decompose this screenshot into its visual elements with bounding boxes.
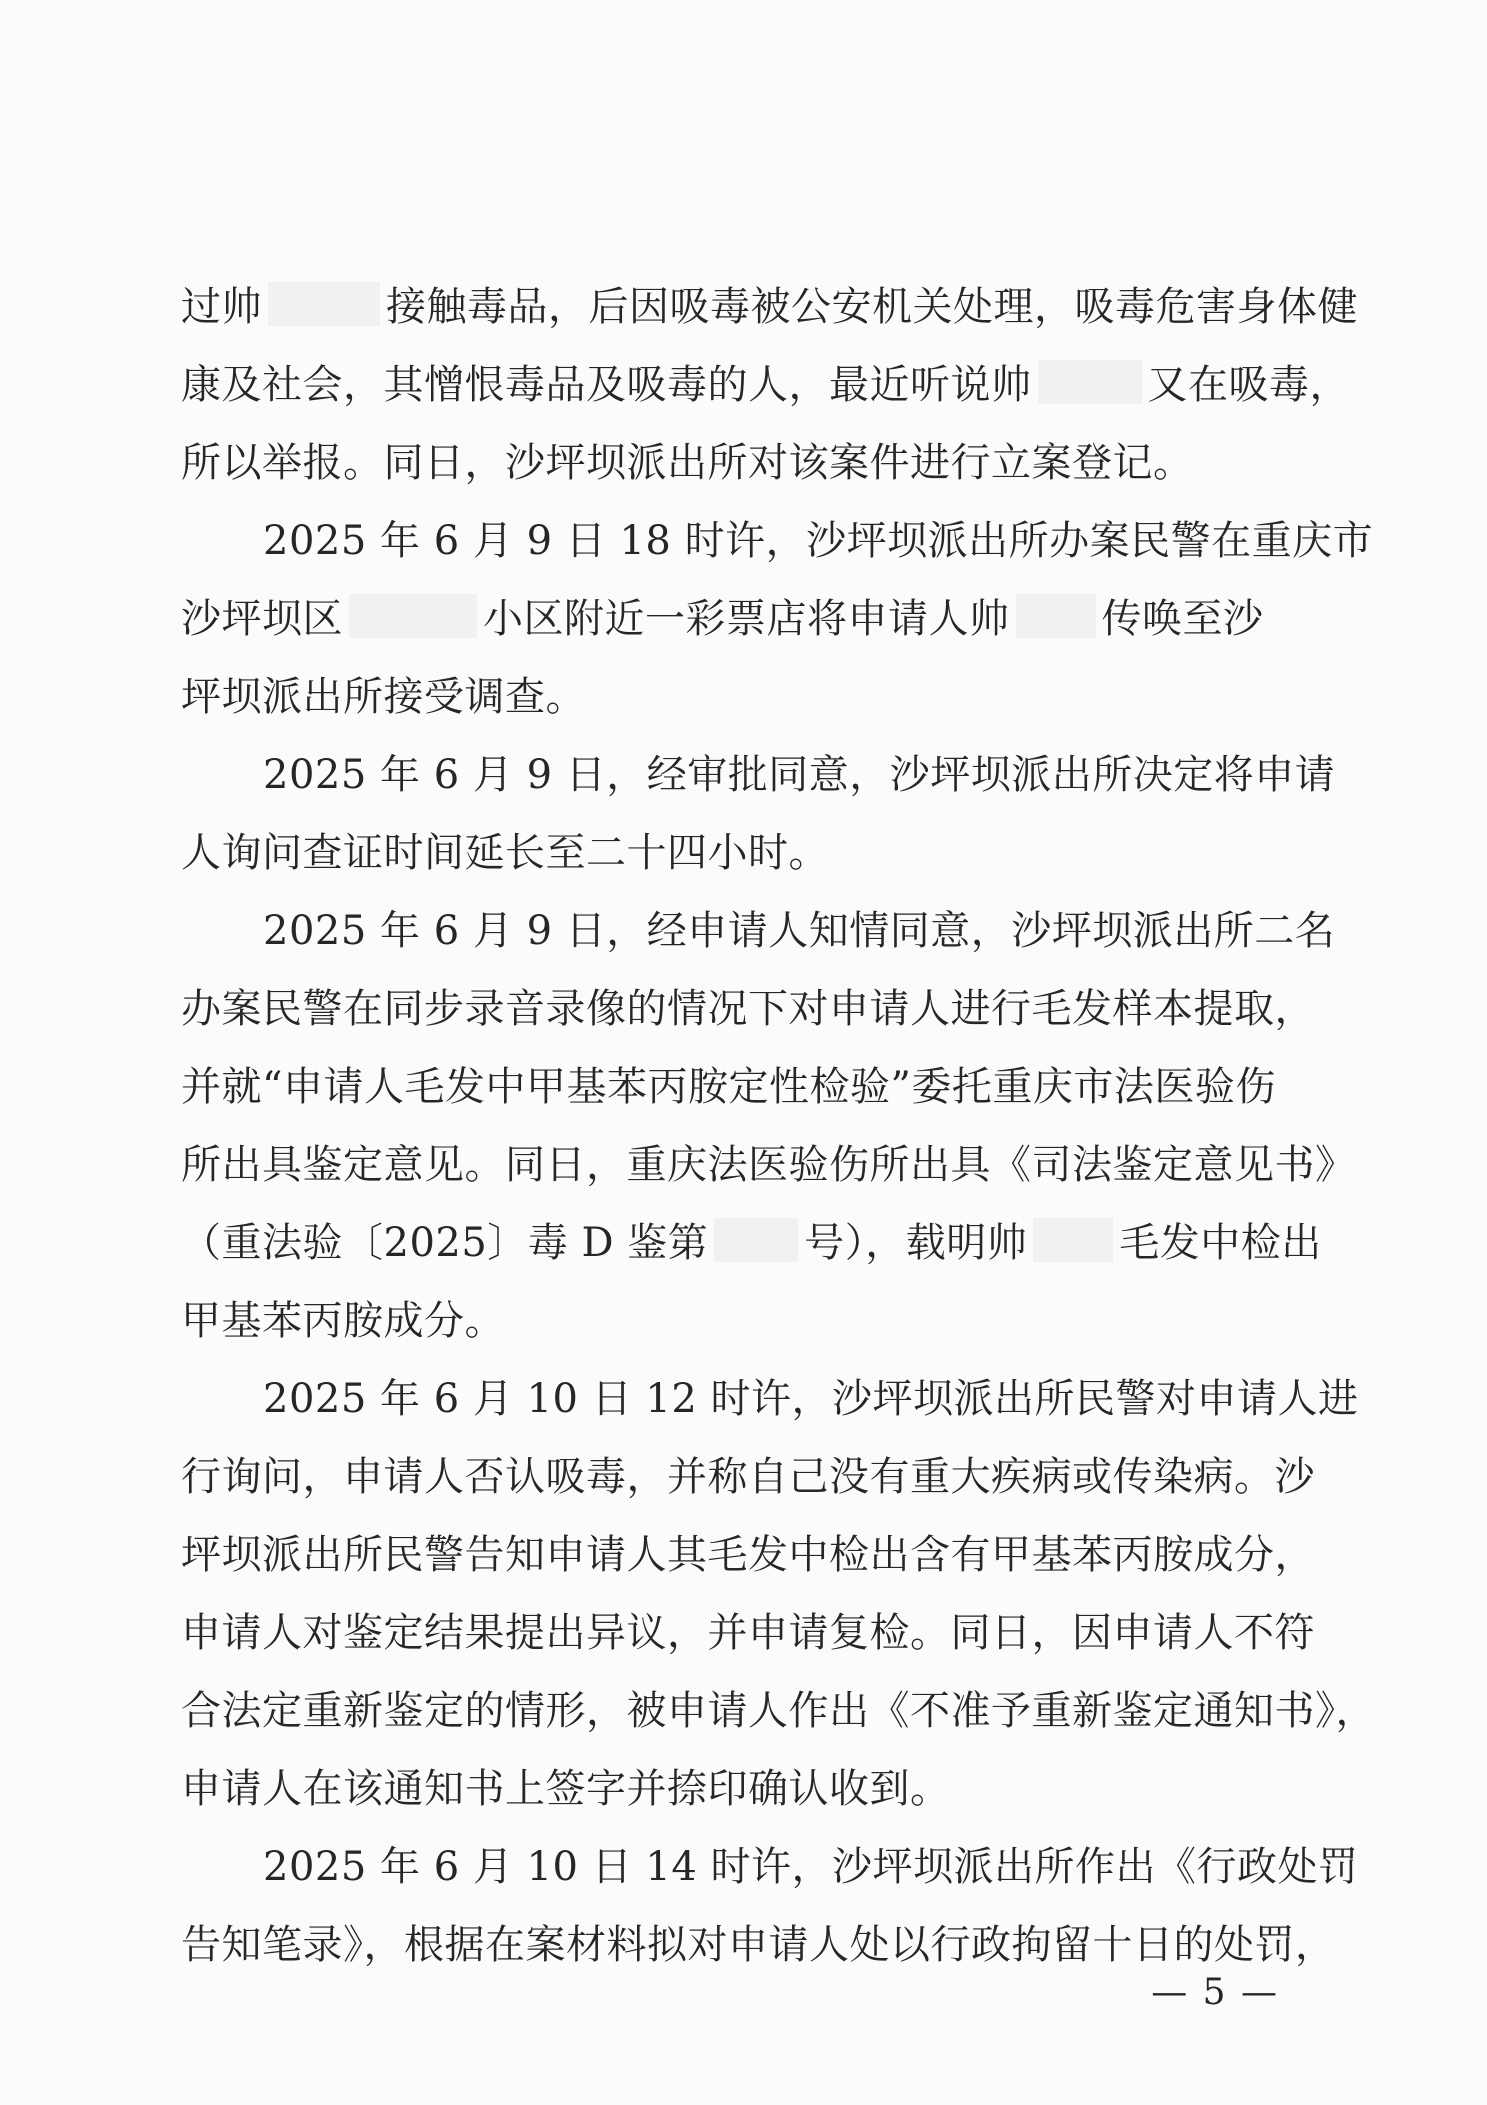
redaction-box [1016, 594, 1096, 638]
text-segment: 小区附近一彩票店将申请人帅 [483, 596, 1010, 642]
text-line: 申请人对鉴定结果提出异议，并申请复检。同日，因申请人不符 [181, 1610, 1315, 1656]
text-line: 2025 年 6 月 10 日 14 时许，沙坪坝派出所作出《行政处罚 [263, 1844, 1359, 1890]
text-line: 2025 年 6 月 9 日，经申请人知情同意，沙坪坝派出所二名 [263, 908, 1336, 954]
text-line: 坪坝派出所接受调查。 [181, 674, 586, 720]
text-line: 办案民警在同步录音录像的情况下对申请人进行毛发样本提取， [181, 986, 1315, 1032]
text-segment: 康及社会，其憎恨毒品及吸毒的人，最近听说帅 [181, 362, 1032, 408]
text-segment: 接触毒品，后因吸毒被公安机关处理，吸毒危害身体健 [386, 284, 1358, 330]
text-line [181, 268, 1358, 346]
text-line: 甲基苯丙胺成分。 [181, 1298, 505, 1344]
text-segment: 号），载明帅 [804, 1220, 1028, 1266]
text-line [181, 1204, 1322, 1282]
text-segment: 又在吸毒， [1147, 362, 1350, 408]
text-line: 人询问查证时间延长至二十四小时。 [181, 830, 829, 876]
text-line: 申请人在该通知书上签字并捺印确认收到。 [181, 1766, 951, 1812]
redaction-box [1038, 360, 1142, 404]
text-line: 告知笔录》，根据在案材料拟对申请人处以行政拘留十日的处罚， [181, 1922, 1336, 1968]
text-segment: 传唤至沙 [1101, 596, 1264, 642]
text-line: 2025 年 6 月 9 日 18 时许，沙坪坝派出所办案民警在重庆市 [263, 518, 1374, 564]
text-line: 所以举报。同日，沙坪坝派出所对该案件进行立案登记。 [181, 440, 1194, 486]
text-line: 合法定重新鉴定的情形，被申请人作出《不准予重新鉴定通知书》， [181, 1688, 1376, 1734]
redaction-box [714, 1218, 798, 1262]
redaction-box [1033, 1218, 1113, 1262]
text-line: 坪坝派出所民警告知申请人其毛发中检出含有甲基苯丙胺成分， [181, 1532, 1315, 1578]
text-line: 2025 年 6 月 9 日，经审批同意，沙坪坝派出所决定将申请 [263, 752, 1336, 798]
text-line: 行询问，申请人否认吸毒，并称自己没有重大疾病或传染病。沙 [181, 1454, 1315, 1500]
redaction-box [268, 282, 380, 326]
text-segment: 过帅 [181, 284, 262, 330]
text-line [181, 346, 1350, 424]
document-body [181, 268, 1376, 1984]
text-line: 并就“申请人毛发中甲基苯丙胺定性检验”委托重庆市法医验伤 [181, 1064, 1276, 1110]
text-segment: 沙坪坝区 [181, 596, 343, 642]
page-number: — 5 — [1151, 1972, 1279, 2013]
redaction-box [349, 594, 477, 638]
text-line: 所出具鉴定意见。同日，重庆法医验伤所出具《司法鉴定意见书》 [181, 1142, 1356, 1188]
text-segment: 毛发中检出 [1119, 1220, 1322, 1266]
text-segment: （重法验〔2025〕毒 D 鉴第 [181, 1220, 709, 1266]
text-line: 2025 年 6 月 10 日 12 时许，沙坪坝派出所民警对申请人进 [263, 1376, 1359, 1422]
text-line [181, 580, 1311, 658]
